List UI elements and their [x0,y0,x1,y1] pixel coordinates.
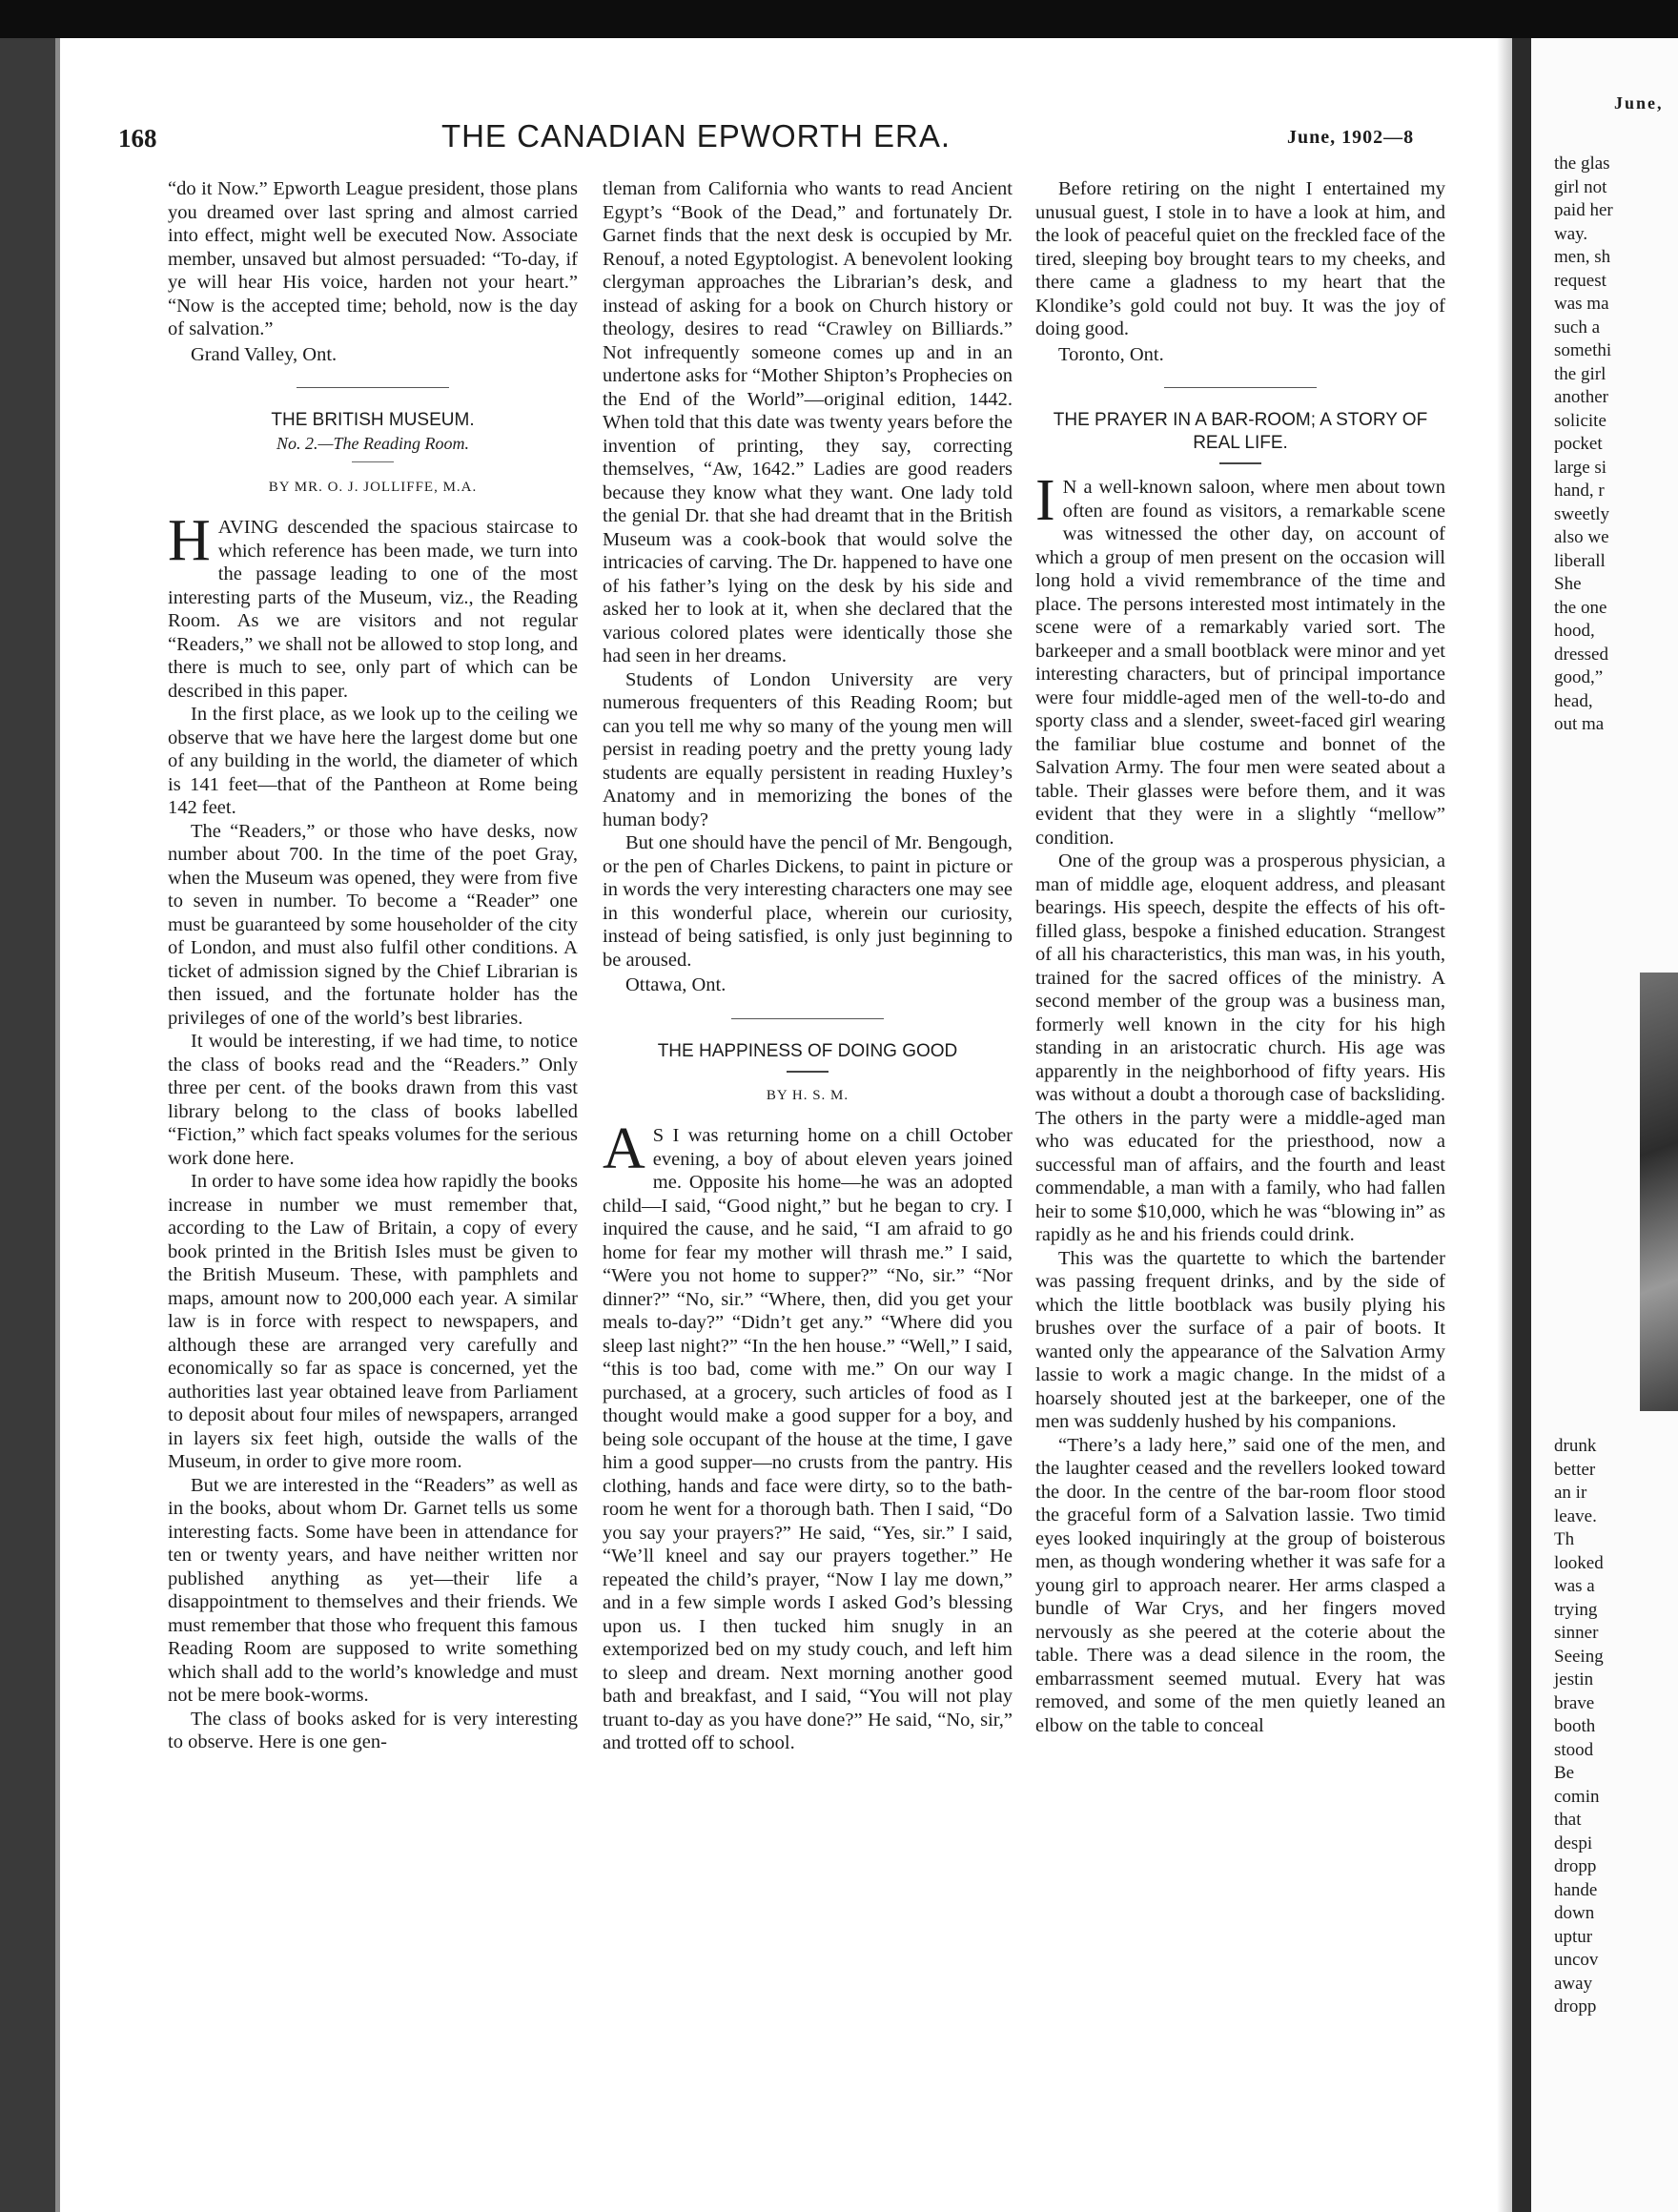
article-paragraph: It would be interesting, if we had time, to notice the class of books read and the “Readers.” Only three per cent. of the books drawn from this vast library belong to the class of books labelled “Fiction,” which fact speaks volumes for the serious work done here. [168,1031,578,1169]
facing-page-line: jestin [1554,1669,1594,1690]
facing-page-line: Th [1554,1529,1575,1549]
facing-page-header: June, [1614,93,1664,113]
facing-page-line: trying [1554,1599,1598,1620]
book-gutter [1512,38,1531,2212]
article-paragraph: But one should have the pencil of Mr. Bengough, or the pen of Charles Dickens, to paint in picture or in words the very interesting characters one may see in this wonderful place, wherein our curiosity, instead of being satisfied, is only just beginning to be aroused. [603,832,1013,971]
facing-page-line: pocket [1554,434,1603,454]
title-rule [1219,462,1261,464]
gutter-shade [1497,38,1512,2212]
publication-title: THE CANADIAN EPWORTH ERA. [440,118,952,154]
drop-cap: I [1035,468,1055,533]
article-title: THE HAPPINESS OF DOING GOOD [657,1040,958,1061]
section-divider [1164,387,1317,388]
facing-page-line: also we [1554,527,1609,547]
facing-page-line: out ma [1554,714,1605,734]
facing-page-line: the girl [1554,363,1606,384]
article-paragraph: The class of books asked for is very interesting to observe. Here is one gen- [168,1708,578,1752]
article-paragraph: This was the quartette to which the bartender was passing frequent drinks, and by the side of which the little bootblack was busily plying his brushes over the surface of a pair of boots. It wanted only the appearance of the Salvation Army lassie to work a magic change. In the midst of a hoarsely shouted jest at the barkeeper, one of the men was suddenly hushed by his companions. [1035,1247,1445,1432]
facing-page-line: girl not [1554,176,1607,197]
facing-page-line: away [1554,1973,1593,1994]
scan-top-border [0,0,1678,38]
facing-page-line: good,” [1554,667,1604,687]
facing-page-line: hand, r [1554,481,1605,501]
article-title: THE BRITISH MUSEUM. [271,410,475,430]
article-title: THE PRAYER IN A BAR-ROOM; A STORY OF REAL LIFE. [1053,410,1428,453]
facing-page-line: uncov [1554,1950,1599,1970]
article-paragraph: Students of London University are very numerous frequenters of this Reading Room; but can you tell me why so many of the young men will persist in reading poetry and the pretty young lady students are equally persistent in reading Huxley’s Anatomy and in memorizing the bones of the human body? [603,668,1013,830]
facing-page-line: somethi [1554,340,1612,360]
facing-page-line: the one [1554,597,1607,618]
facing-page-line: leave. [1554,1505,1597,1526]
facing-page-line: the glas [1554,154,1610,174]
article-byline: BY MR. O. J. JOLLIFFE, M.A. [268,479,478,495]
article-paragraph: Before retiring on the night I entertained my unusual guest, I stole in to have a look at him, and the look of peaceful quiet on the freckled face of the tired, sleeping boy brought tears to my cheeks, and there came a gladness to my heart that the Klondike’s gold could not buy. It was the joy of doing good. [1035,178,1445,339]
paragraph: “do it Now.” Epworth League president, those plans you dreamed over last spring and almost carried into effect, might well be executed Now. Associate member, unsaved but almost persuaded: “To-day, if ye will hear His voice, harden not your heart.” “Now is the accepted time; behold, now is the day of salvation.” [168,178,578,339]
facing-page-line: hood, [1554,621,1595,641]
article-paragraph: A S I was returning home on a chill October evening, a boy of about eleven years joined me. Opposite his home—he was an adopted child—I said, “Good night,” but he began to cry. I inquired the cause, and he said, “I am afraid to go home for fear my mother will thrash me.” I said, “Were you not home to supper?” “No, sir.” “Nor dinner?” “No, sir.” “Where, then, did you get your meals to-day?” “Didn’t get any.” “Where did you sleep last night?” “In the hen house.” “Well,” I said, “this is too bad, come with me.” On our way I purchased, at a grocery, such articles of food as I thought would make a good supper for a boy, and being sole occupant of the house at the time, I gave him a good supper—no crusts from the pantry. His clothing, hands and face were dirty, so to the bath-room he went for a thorough bath. Then I said, “Do you say your prayers?” He said, “Yes, sir.” I said, “We’ll kneel and say our prayers together.” He repeated the child’s prayer, “Now I lay me down,” and in a few simple words I asked God’s blessing upon us. I then tucked him snugly in an extemporized bed on my study couch, and left him to sleep and dream. Next morning another good bath and breakfast, and I said, “You will not play truant to-day as you have done?” He said, “No, sir,” and trotted off to school. [603,1116,1013,1753]
article-subtitle: No. 2.—The Reading Room. [276,434,469,453]
article-paragraph: The “Readers,” or those who have desks, now number about 700. In the time of the poet Gray, when the Museum was opened, they were from five to seven in number. To become a “Reader” one must be guaranteed by some householder of the city of London, and must also fulfil other conditions. A ticket of admission signed by the Chief Librarian is then issued, and the fortunate holder has the privileges of one of the world’s best libraries. [168,820,578,1029]
facing-page-line: hande [1554,1879,1598,1900]
facing-page-line: request [1554,270,1606,291]
facing-page-line: such a [1554,317,1601,338]
drop-cap: H [168,508,211,573]
facing-page-line: booth [1554,1716,1596,1736]
facing-page-line: sweetly [1554,503,1610,524]
facing-page-line: stood [1554,1739,1594,1760]
article-paragraph: “There’s a lady here,” said one of the men, and the laughter ceased and the revellers looked toward the door. In the centre of the bar-room floor stood the graceful form of a Salvation lassie. Two timid eyes looked inquiringly at the group of boisterous men, as though wondering whether it was safe for a young girl to approach nearer. Her arms clasped a bundle of War Crys, and her fingers moved nervously as she peered at the coterie about the table. There was a dead silence in the room, the embarrassment seemed mutual. Every hat was removed, and some of the men quietly leaned an elbow on the table to conceal [1035,1434,1445,1736]
facing-page-line: despi [1554,1833,1593,1854]
facing-page-line: liberall [1554,550,1606,571]
section-divider [731,1018,884,1019]
page-number: 168 [118,124,157,153]
facing-page-line: sinner [1554,1623,1599,1643]
section-divider [297,387,449,388]
facing-page-line: men, sh [1554,247,1611,267]
article-paragraph: tleman from California who wants to read Ancient Egypt’s “Book of the Dead,” and fortunately Dr. Garnet finds that the next desk is occupied by Mr. Renouf, a noted Egyptologist. A benevolent looking clergyman approaches the Librarian’s desk, and instead of asking for a book on Church history or theology, desires to read “Crawley on Billiards.” Not infrequently someone comes up and in an undertone asks for “Mother Shipton’s Prophecies on the End of the World”—original edition, 1442. When told that this date was twenty years before the invention of printing, they say, correcting themselves, “Aw, 1642.” Ladies are good readers because they know what they want. One lady told the genial Dr. that she had dreamt that in the British Museum was a cook-book that would solve the intricacies of carving. The Dr. happened to have one of his father’s lying on the desk by his side and asked her to look at it, when she declared that the various colored plates were identically those she had seen in her dreams. [603,178,1013,666]
facing-page-line: looked [1554,1552,1604,1573]
facing-page-line: that [1554,1810,1582,1830]
column-1 [168,177,578,1754]
facing-page-line: another [1554,387,1608,407]
location-signature: Grand Valley, Ont. [191,343,338,365]
facing-page-line: dropp [1554,1997,1597,2017]
article-paragraph: But we are interested in the “Readers” as well as in the books, about whom Dr. Garnet tells us some interesting facts. Some have been in attendance for ten or twenty years, and have neither written nor published anything as yet—their life a disappointment to themselves and their friends. We must remember that those who frequent this famous Reading Room are supposed to write something which shall add to the world’s knowledge and must not be mere book-worms. [168,1474,578,1706]
left-binding-edge [0,38,55,2212]
facing-page-line: Seeing [1554,1646,1604,1667]
article-byline: BY H. S. M. [766,1087,849,1103]
column-2 [603,177,1013,1755]
location-signature: Toronto, Ont. [1058,343,1164,365]
drop-cap: A [603,1116,645,1181]
article-paragraph: I N a well-known saloon, where men about town often are found as visitors, a remarkable scene was witnessed the other day, on account of which a group of men present on the occasion will long hold a vivid remembrance of the time and place. The persons interested most intimately in the scene were of a remarkably varied sort. The barkeeper and a small bootblack were minor and yet interesting characters, but of principal importance were four middle-aged men of the well-to-do and sporty class and a slender, sweet-faced girl wearing the familiar blue costume and bonnet of the Salvation Army. The four men were seated about a table. Their glasses were before them, and it was evident that they were in a slightly “mellow” condition. [1035,468,1445,849]
facing-page-line: was a [1554,1576,1595,1596]
issue-date: June, 1902—8 [1287,127,1415,148]
facing-page-line: uptur [1554,1926,1593,1947]
facing-page-line: paid her [1554,200,1613,220]
facing-page-line: She [1554,574,1582,594]
title-rule [352,461,394,462]
facing-page-line: Be [1554,1763,1575,1783]
facing-page-line: way. [1554,223,1588,244]
article-paragraph: In the first place, as we look up to the ceiling we observe that we have here the largest dome but one of any building in the world, the diameter of which is 141 feet—that of the Pantheon at Rome being 142 feet. [168,704,578,818]
facing-page-line: head, [1554,690,1593,711]
facing-page-line: an ir [1554,1483,1587,1503]
facing-page-line: down [1554,1903,1595,1923]
facing-page-line: dropp [1554,1856,1597,1876]
facing-page-column-top [1554,153,1678,737]
facing-page-line: comin [1554,1786,1600,1807]
title-rule [787,1071,829,1073]
facing-page-line: was ma [1554,294,1609,314]
article-paragraph: In order to have some idea how rapidly the books increase in number we must remember that, according to the Law of Britain, a copy of every book printed in the British Isles must be given to the British Museum. These, with pamphlets and maps, amount now to 200,000 each year. A similar law is in force with respect to newspapers, and although these are arranged very carefully and economically so far as space is concerned, yet the authorities last year obtained leave from Parliament to deposit about four miles of newspapers, arranged in layers six feet high, outside the walls of the Museum, in order to give more room. [168,1171,578,1472]
facing-page-line: dressed [1554,644,1608,665]
facing-page-line: drunk [1554,1436,1597,1456]
article-paragraph: One of the group was a prosperous physician, a man of middle age, eloquent address, and pleasant bearings. His speech, despite the effects of his oft-filled glass, bespoke a finished education. Strangest of all his characteristics, this man was, in his youth, trained for the sacred offices of the ministry. A second member of the group was a business man, formerly well known in the city for his high standing in an aristocratic church. His age was apparently in the neighborhood of fifty years. His was without a doubt a thorough case of backsliding. The others in the party were a middle-aged man who was educated for the priesthood, now a successful man of affairs, and the fourth and least commendable, a man with a family, who had fallen heir to some $10,000, which he was “blowing in” as rapidly as he and his friends could drink. [1035,850,1445,1245]
location-signature: Ottawa, Ont. [625,974,726,995]
facing-page-line: brave [1554,1692,1595,1713]
facing-page-line: solicite [1554,410,1606,431]
column-3 [1035,177,1445,1737]
article-paragraph: HAVING descended the spacious staircase to which reference has been made, we turn into the passage leading to one of the most interesting parts of the Museum, viz., the Reading Room. As we are visitors and not regular “Readers,” we shall not be allowed to stop long, and there is much to see, only part of which can be described in this paper. [168,508,578,702]
facing-page-column-bottom [1554,1435,1678,2019]
facing-page-line: large si [1554,457,1607,478]
facing-page-photo [1640,973,1678,1411]
facing-page-line: better [1554,1459,1596,1480]
